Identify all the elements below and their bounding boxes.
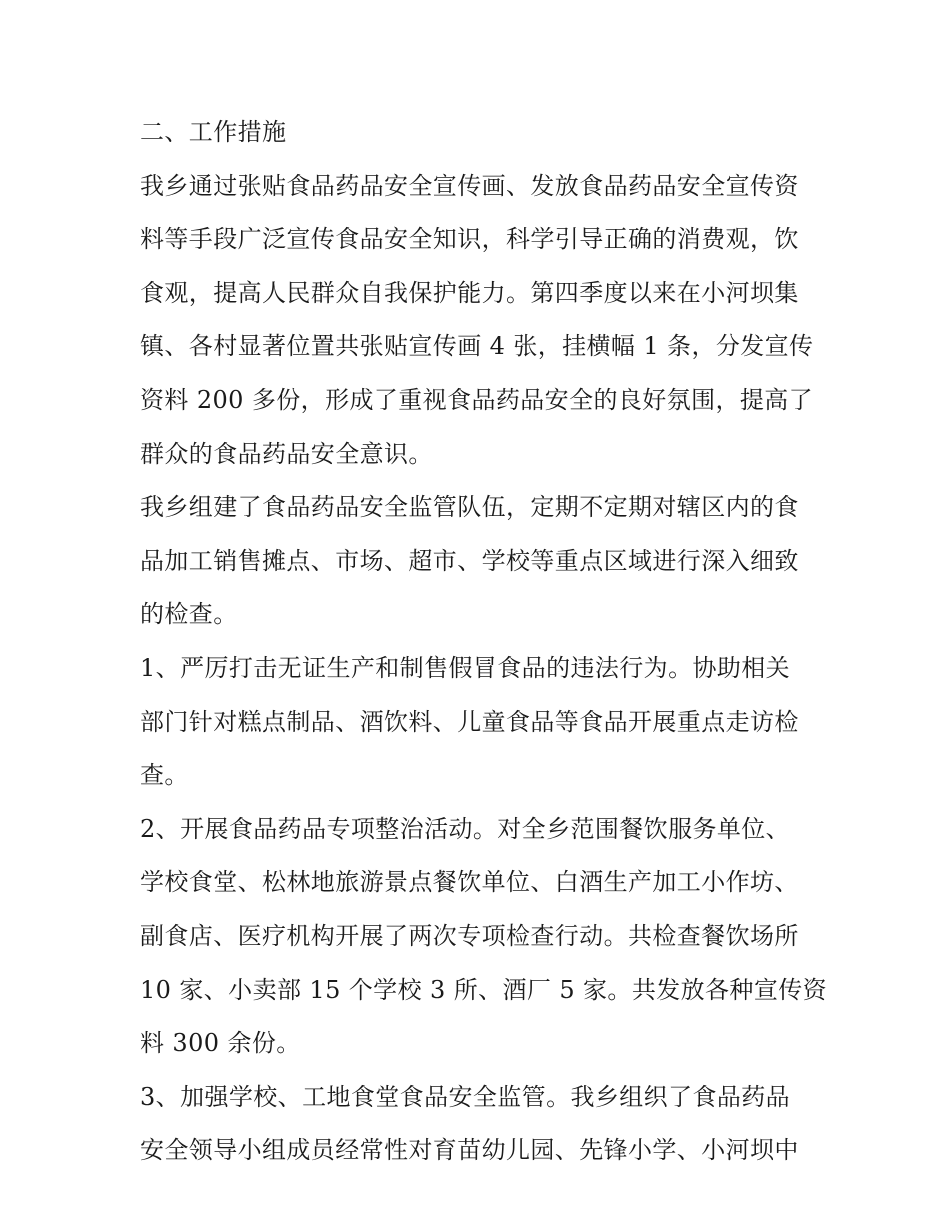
text-line: 镇、各村显著位置共张贴宣传画 4 张，挂横幅 1 条，分发宣传: [140, 332, 814, 361]
text-line: 3、加强学校、工地食堂食品安全监管。我乡组织了食品药品: [140, 1082, 791, 1111]
text-line: 的检查。: [140, 600, 238, 629]
text-line: 群众的食品药品安全意识。: [140, 439, 433, 468]
text-line: 查。: [140, 761, 189, 790]
text-line: 资料 200 多份，形成了重视食品药品安全的良好氛围，提高了: [140, 385, 814, 414]
text-line: 食观，提高人民群众自我保护能力。第四季度以来在小河坝集: [140, 278, 799, 307]
text-line: 品加工销售摊点、市场、超市、学校等重点区域进行深入细致: [140, 546, 799, 575]
text-line: 10 家、小卖部 15 个学校 3 所、酒厂 5 家。共发放各种宣传资: [140, 975, 828, 1004]
text-line: 料等手段广泛宣传食品安全知识，科学引导正确的消费观，饮: [140, 225, 799, 254]
text-line: 我乡通过张贴食品药品安全宣传画、发放食品药品安全宣传资: [140, 171, 799, 200]
text-line: 我乡组建了食品药品安全监管队伍，定期不定期对辖区内的食: [140, 493, 799, 522]
text-line: 副食店、医疗机构开展了两次专项检查行动。共检查餐饮场所: [140, 921, 799, 950]
text-line: 料 300 余份。: [140, 1029, 301, 1058]
text-line: 部门针对糕点制品、酒饮料、儿童食品等食品开展重点走访检: [140, 707, 799, 736]
text-line: 学校食堂、松林地旅游景点餐饮单位、白酒生产加工小作坊、: [140, 868, 799, 897]
document-body: [140, 106, 828, 1178]
text-line: 2、开展食品药品专项整治活动。对全乡范围餐饮服务单位、: [140, 814, 791, 843]
text-line: 1、严厉打击无证生产和制售假冒食品的违法行为。协助相关: [140, 653, 791, 682]
section-heading: 二、工作措施: [140, 118, 287, 146]
text-line: 安全领导小组成员经常性对育苗幼儿园、先锋小学、小河坝中: [140, 1136, 799, 1165]
